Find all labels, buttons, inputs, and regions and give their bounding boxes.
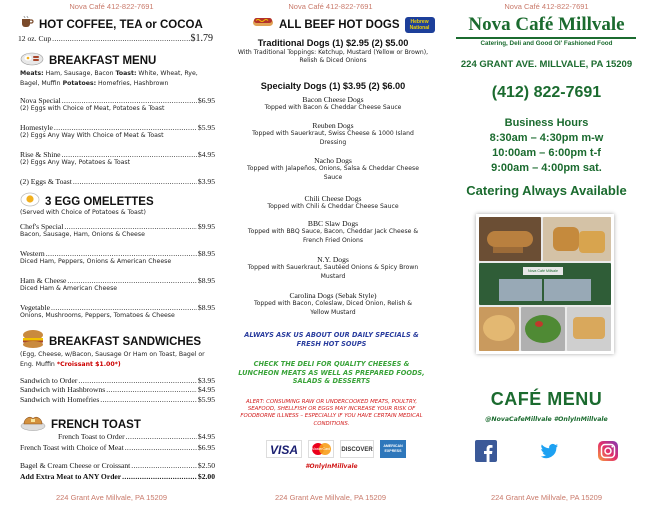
breakfast-header (20, 50, 156, 71)
item-price: $4.95 (197, 385, 215, 395)
twitter-icon[interactable] (538, 440, 560, 462)
photo-fish-sandwich (479, 217, 541, 261)
payment-cards (266, 440, 406, 458)
omelettes-subtitle: (Served with Choice of Potatoes & Toast) (20, 209, 146, 216)
item-name: Sandwich with Hashbrowns (20, 385, 106, 395)
cafe-tagline: Catering, Deli and Good Ol' Fashioned Food (480, 40, 613, 47)
photo-storefront: Nova Café Millvale (479, 263, 611, 305)
phone-header: Nova Café 412-822-7691 (288, 2, 373, 11)
item-name: Rise & Shine (20, 150, 61, 159)
hebrew-national-badge: Hebrew National (405, 17, 435, 33)
item-name: (2) Eggs & Toast (20, 177, 72, 186)
item-name: French Toast to Order (58, 432, 125, 441)
sandwiches-title: BREAKFAST SANDWICHES (49, 335, 202, 348)
footer-address: 224 Grant Ave Millvale, PA 15209 (55, 493, 168, 502)
phone-header: Nova Café 412-822-7691 (504, 2, 589, 11)
footer-address: 224 Grant Ave Millvale, PA 15209 (274, 493, 387, 502)
coffee-cup-icon (20, 15, 34, 34)
item-name: Sandwich to Order (20, 376, 78, 385)
facebook-icon[interactable] (475, 440, 497, 462)
item-price: $6.95 (197, 96, 215, 105)
item-price: $2.50 (197, 460, 215, 470)
item-name: Nova Special (20, 96, 61, 105)
item-price: $3.95 (197, 376, 215, 385)
item-name: Bagel & Cream Cheese or Croissant (20, 460, 131, 470)
photo-soup (479, 307, 519, 351)
omelette-item (20, 249, 215, 267)
omelette-item (20, 276, 215, 294)
item-desc: Diced Ham, Peppers, Onions & American Cheese (20, 258, 172, 266)
menu-column-breakfast (0, 0, 223, 507)
item-name: Chef's Special (20, 222, 64, 231)
footer-address: 224 Grant Ave Millvale, PA 15209 (490, 493, 603, 502)
hot-dog-icon (252, 15, 274, 34)
breakfast-item (20, 150, 215, 168)
breakfast-item (20, 96, 215, 114)
item-desc: (2) Eggs with Choice of Meat, Potatoes & Toast (20, 105, 165, 113)
breakfast-title: BREAKFAST MENU (49, 54, 157, 67)
phone-header: Nova Café 412-822-7691 (69, 2, 154, 11)
sandwiches-subtitle: (Egg, Cheese, w/Bacon, Sausage Or Ham on Toast, Bagel or Eng. Muffin *Croissant $1.00*) (20, 351, 205, 368)
meats-list: Ham, Sausage, Bacon (45, 70, 114, 77)
food-photo-collage (476, 214, 614, 354)
item-price: $6.95 (197, 443, 215, 453)
breakfast-plate-icon (20, 50, 44, 71)
breakfast-item (20, 123, 215, 141)
hot-dog-item: Carolina Dogs (Sebak Style) Topped with Bacon, Coleslaw, Diced Onion, Relish & Yellow Mustard (253, 291, 413, 316)
social-handles: @NovaCafeMillvale #OnlyInMillvale (485, 416, 608, 423)
hours-tue-fri: 10:00am – 6:00pm t-f (492, 147, 601, 159)
item-desc: (2) Eggs Any Way With Choice of Meat & Toast (20, 132, 164, 140)
potatoes-list: Homefries, Hashbrown (98, 80, 169, 87)
item-price: $4.95 (197, 432, 215, 441)
toast-label: Toast: (115, 70, 137, 77)
photo-burger (543, 217, 611, 261)
item-price: $2.00 (197, 472, 215, 482)
french-toast-title: FRENCH TOAST (51, 418, 141, 431)
hours-mon-wed: 8:30am – 4:30pm m-w (489, 132, 604, 144)
traditional-dogs: Traditional Dogs (1) $2.95 (2) $5.00 With Traditional Toppings: Ketchup, Mustard (Yellow or Brown), Relish & Diced Onions (237, 38, 429, 65)
toast-list: White, Wheat, Rye, Bagel, Muffin (20, 70, 198, 87)
item-price: $8.95 (197, 276, 215, 285)
item-price: $3.95 (197, 177, 215, 186)
item-price: $5.95 (197, 394, 215, 404)
amex-card: AMERICAN EXPRESS (380, 440, 406, 458)
hot-dog-item: Bacon Cheese Dogs Topped with Bacon & Cheddar Cheese Sauce (264, 95, 402, 112)
item-price: $5.95 (197, 123, 215, 132)
item-name: French Toast with Choice of Meat (20, 443, 124, 453)
instagram-icon[interactable] (597, 440, 619, 462)
hot-dogs-header (252, 15, 435, 34)
hot-dog-item: Reuben Dogs Topped with Sauerkraut, Swiss Cheese & 1000 Island Dressing (252, 121, 414, 146)
hot-dog-item: N.Y. Dogs Topped with Sauerkraut, Sautéed Onions & Spicy Brown Mustard (247, 255, 419, 280)
cover-column (440, 0, 653, 507)
item-name: Homestyle (20, 123, 53, 132)
french-toast-items (20, 432, 215, 482)
menu-column-hot-dogs (224, 0, 437, 507)
cafe-name: Nova Café Millvale (468, 14, 625, 35)
breakfast-item (20, 177, 215, 186)
hot-coffee-title: HOT COFFEE, TEA or COCOA (39, 18, 203, 31)
visa-card: VISA (266, 440, 302, 458)
hours-list (440, 131, 653, 176)
discover-card: DISCOVER (340, 440, 374, 458)
cafe-phone: (412) 822-7691 (491, 84, 602, 101)
hot-dog-item: Nacho Dogs Topped with Jalapeños, Onions, Salsa & Cheddar Cheese Sauce (247, 156, 419, 181)
croissant-note: *Croissant $1.00*) (56, 361, 121, 368)
catering-banner: Catering Always Available (466, 183, 627, 198)
hot-dogs-title: ALL BEEF HOT DOGS (279, 18, 400, 31)
item-desc: Diced Ham & American Cheese (20, 285, 118, 293)
cafe-menu-title: CAFÉ MENU (490, 389, 603, 409)
hot-coffee-header (20, 15, 203, 34)
item-price: $1.79 (190, 33, 213, 44)
item-name: Western (20, 249, 45, 258)
omelette-item (20, 303, 215, 321)
hot-dog-item: BBC Slaw Dogs Topped with BBQ Sauce, Bacon, Cheddar Jack Cheese & French Fried Onions (247, 219, 419, 244)
item-desc: Bacon, Sausage, Ham, Onions & Cheese (20, 231, 145, 239)
item-price: $8.95 (197, 303, 215, 312)
specialty-dogs: Specialty Dogs (1) $3.95 (2) $6.00 (260, 81, 406, 91)
item-desc: (2) Eggs Any Way, Potatoes & Toast (20, 159, 131, 167)
omelettes-title: 3 EGG OMELETTES (45, 195, 154, 208)
breakfast-options (20, 69, 215, 89)
hot-coffee-item (18, 34, 213, 43)
omelette-item (20, 222, 215, 240)
photo-salad (521, 307, 565, 351)
meats-label: Meats: (20, 70, 44, 77)
food-safety-alert: ALERT: CONSUMING RAW OR UNDERCOOKED MEATS, POULTRY, SEAFOOD, SHELLFISH OR EGGS MAY INCREASE YOUR RISK OF FOODBORNE ILLNESS – ESPECIALLY IF YOU HAVE CERTAIN MEDICAL CONDITIONS. (240, 399, 423, 427)
hours-sat: 9:00am – 4:00pm sat. (491, 162, 602, 174)
potatoes-label: Potatoes: (62, 80, 97, 87)
hours-title: Business Hours (504, 117, 589, 129)
cafe-address: 224 GRANT AVE. MILLVALE, PA 15209 (460, 59, 633, 70)
item-name: 12 oz. Cup (18, 34, 52, 43)
item-name: Sandwich with Homefries (20, 394, 100, 404)
item-name: Vegetable (20, 303, 50, 312)
item-name: Add Extra Meat to ANY Order (20, 472, 122, 482)
photo-wrap (567, 307, 611, 351)
item-price: $4.95 (197, 150, 215, 159)
item-desc: Onions, Mushrooms, Peppers, Tomatoes & Cheese (20, 312, 175, 320)
item-name: Ham & Cheese (20, 276, 67, 285)
sandwich-items (20, 376, 215, 404)
title-underline (456, 37, 636, 39)
item-price: $9.95 (197, 222, 215, 231)
item-price: $8.95 (197, 249, 215, 258)
daily-specials-note: ALWAYS ASK US ABOUT OUR DAILY SPECIALS & FRESH HOT SOUPS (244, 331, 419, 348)
deli-note: CHECK THE DELI FOR QUALITY CHEESES & LUNCHEON MEATS AS WELL AS PREPARED FOODS, SALADS & DESSERTS (238, 360, 425, 386)
hashtag: #OnlyInMillvale (305, 463, 358, 470)
hot-dog-item: Chili Cheese Dogs Topped with Chili & Cheddar Cheese Sauce (267, 194, 399, 211)
mastercard-card: MasterCard (308, 440, 334, 458)
